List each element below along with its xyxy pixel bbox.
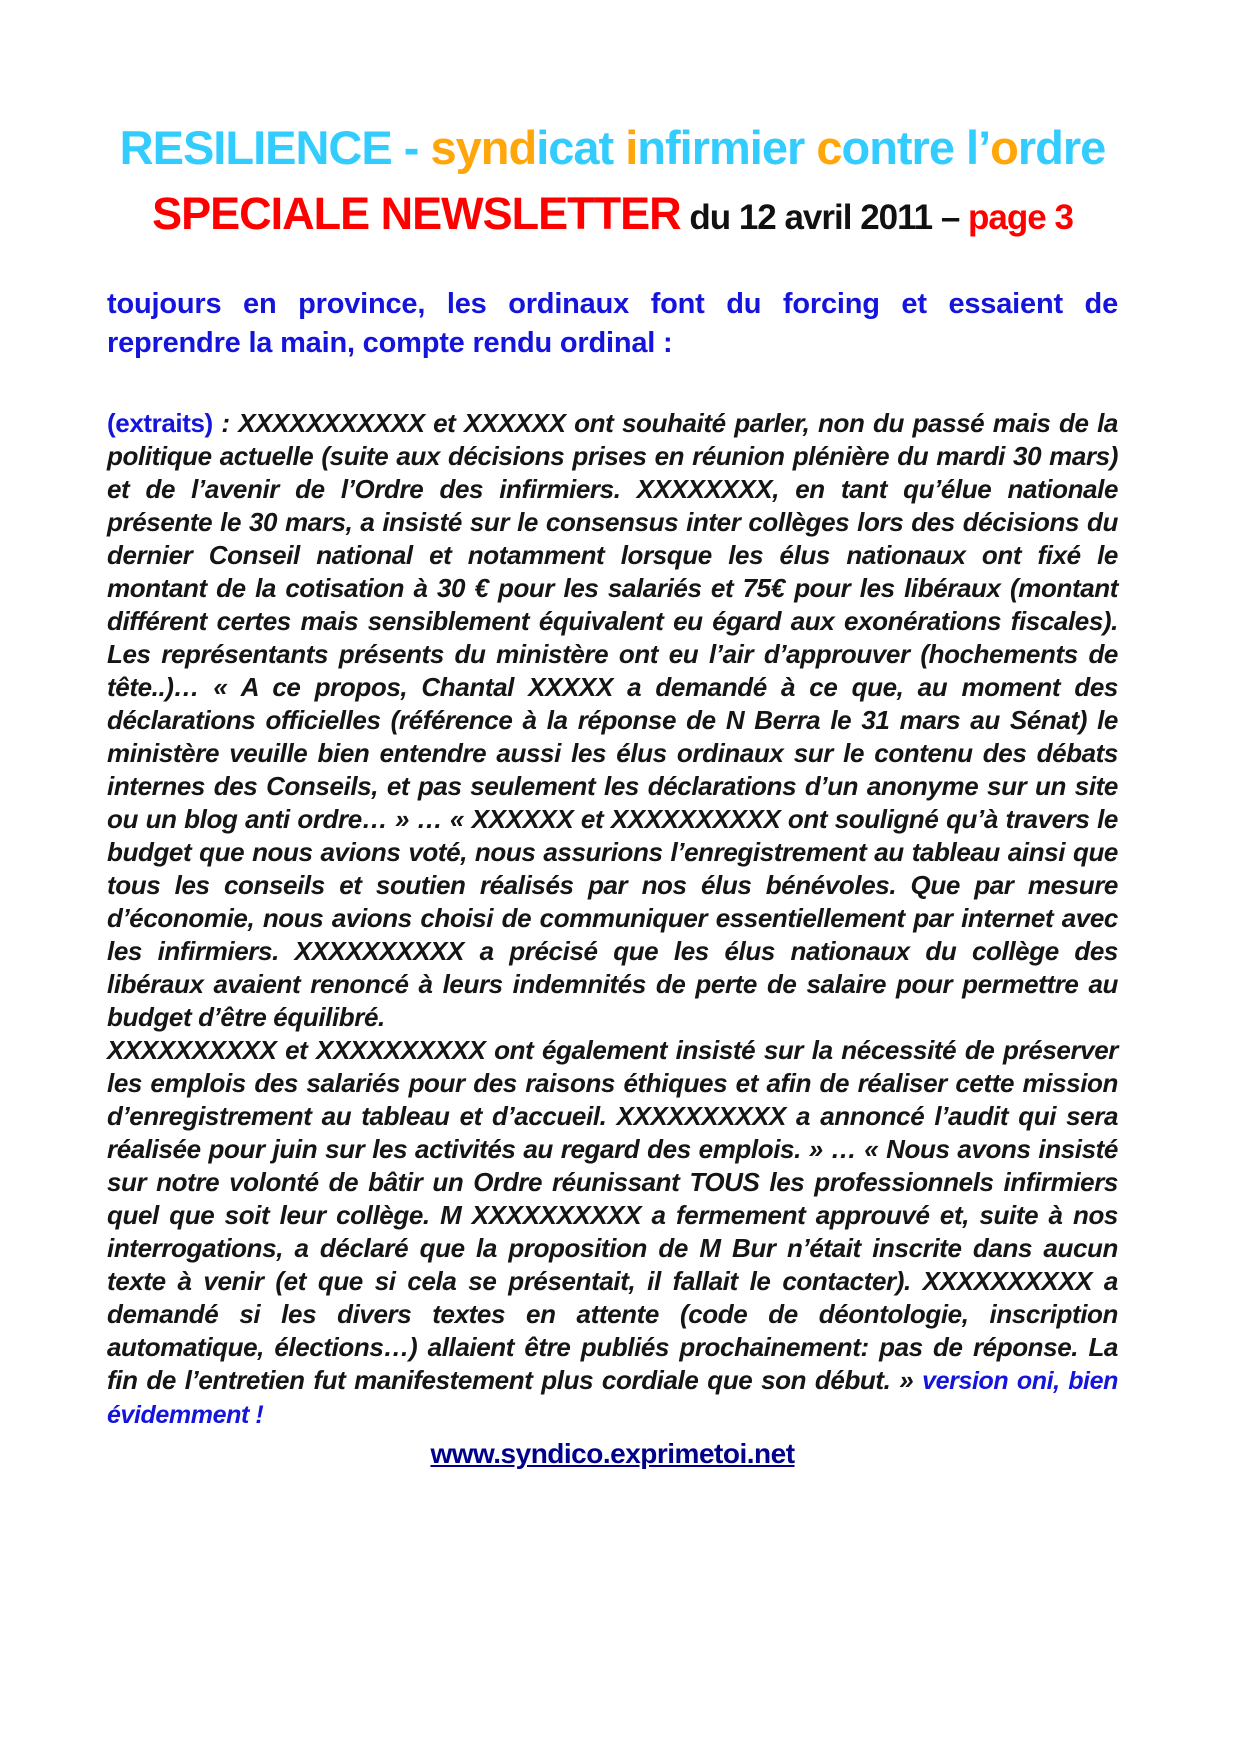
paragraph-text: XXXXXXXXXX et XXXXXXXXXX ont également insisté sur la nécessité de préserver les emplois des salariés pour des raisons éthiques et afin de réaliser cette mission d’enregistrement au tableau et d’accueil. XXXXXXXXXX a annoncé l’audit qui sera réalisée pour juin sur les activités au regard des emplois. » … « Nous avons insisté sur notre volonté de bâtir un Ordre réunissant TOUS les professionnels infirmiers quel que soit leur collège. M XXXXXXXXXX a fermement approuvé et, suite à nos interrogations, a déclaré que la proposition de M Bur n’était inscrite dans aucun texte à venir (et que si cela se présentait, il fallait le contacter). XXXXXXXXXX a demandé si les divers textes en attente (code de déontologie, inscription automatique, élections…) allaient être publiés prochainement: pas de réponse. La fin de l’entretien fut manifestement plus cordiale que son début. » <box>107 1035 1118 1396</box>
newsletter-subtitle <box>107 188 1118 240</box>
page-footer <box>107 1438 1118 1470</box>
article-paragraph-1 <box>107 407 1118 1034</box>
title-segment: ontre l’ <box>841 121 991 174</box>
title-segment: icat <box>536 121 626 174</box>
title-segment: nfirmier <box>637 121 817 174</box>
title-segment: rdre <box>1017 121 1106 174</box>
subtitle-page-number: page 3 <box>968 197 1073 237</box>
title-segment: o <box>990 121 1018 174</box>
article-body <box>107 407 1118 1432</box>
closing-note: version oni, bien évidemment ! <box>107 1367 1118 1430</box>
subtitle-date: du 12 avril 2011 – <box>680 197 969 237</box>
newsletter-title <box>107 122 1118 174</box>
article-paragraph-2 <box>107 1034 1118 1432</box>
article-heading: toujours en province, les ordinaux font du forcing et essaient de reprendre la main, compte rendu ordinal : <box>107 288 1118 360</box>
title-segment: synd <box>430 121 537 174</box>
title-segment: i <box>625 121 638 174</box>
paragraph-text: : XXXXXXXXXXX et XXXXXX ont souhaité parler, non du passé mais de la politique actuelle (suite aux décisions prises en réunion plénière du mardi 30 mars) et de l’avenir de l’Ordre des infirmiers. XXXXXXXX, en tant qu’élue nationale présente le 30 mars, a insisté sur le consensus inter collèges lors des décisions du dernier Conseil national et notamment lorsque les élus nationaux ont fixé le montant de la cotisation à 30 € pour les salariés et 75€ pour les libéraux (montant différent certes mais sensiblement équivalent eu égard aux exonérations fiscales). Les représentants présents du ministère ont eu l’air d’approuver (hochements de tête..)… « A ce propos, Chantal XXXXX a demandé à ce que, au moment des déclarations officielles (référence à la réponse de N Berra le 31 mars au Sénat) le ministère veuille bien entendre aussi les élus ordinaux sur le contenu des débats internes des Conseils, et pas seulement les déclarations d’un anonyme sur un site ou un blog anti ordre… » … « XXXXXX et XXXXXXXXXX ont souligné qu’à travers le budget que nous avions voté, nous assurions l’enregistrement au tableau ainsi que tous les conseils et soutien réalisés par nos élus bénévoles. Que par mesure d’économie, nous avions choisi de communiquer essentiellement par internet avec les infirmiers. XXXXXXXXXX a précisé que les élus nationaux du collège des libéraux avaient renoncé à leurs indemnités de perte de salaire pour permettre au budget d’être équilibré. <box>107 408 1118 1033</box>
extraits-label: (extraits) <box>107 408 213 439</box>
website-link[interactable]: www.syndico.exprimetoi.net <box>430 1438 795 1470</box>
title-segment: c <box>816 121 842 174</box>
subtitle-main: SPECIALE NEWSLETTER <box>152 187 681 239</box>
title-segment: RESILIENCE - <box>119 121 431 174</box>
